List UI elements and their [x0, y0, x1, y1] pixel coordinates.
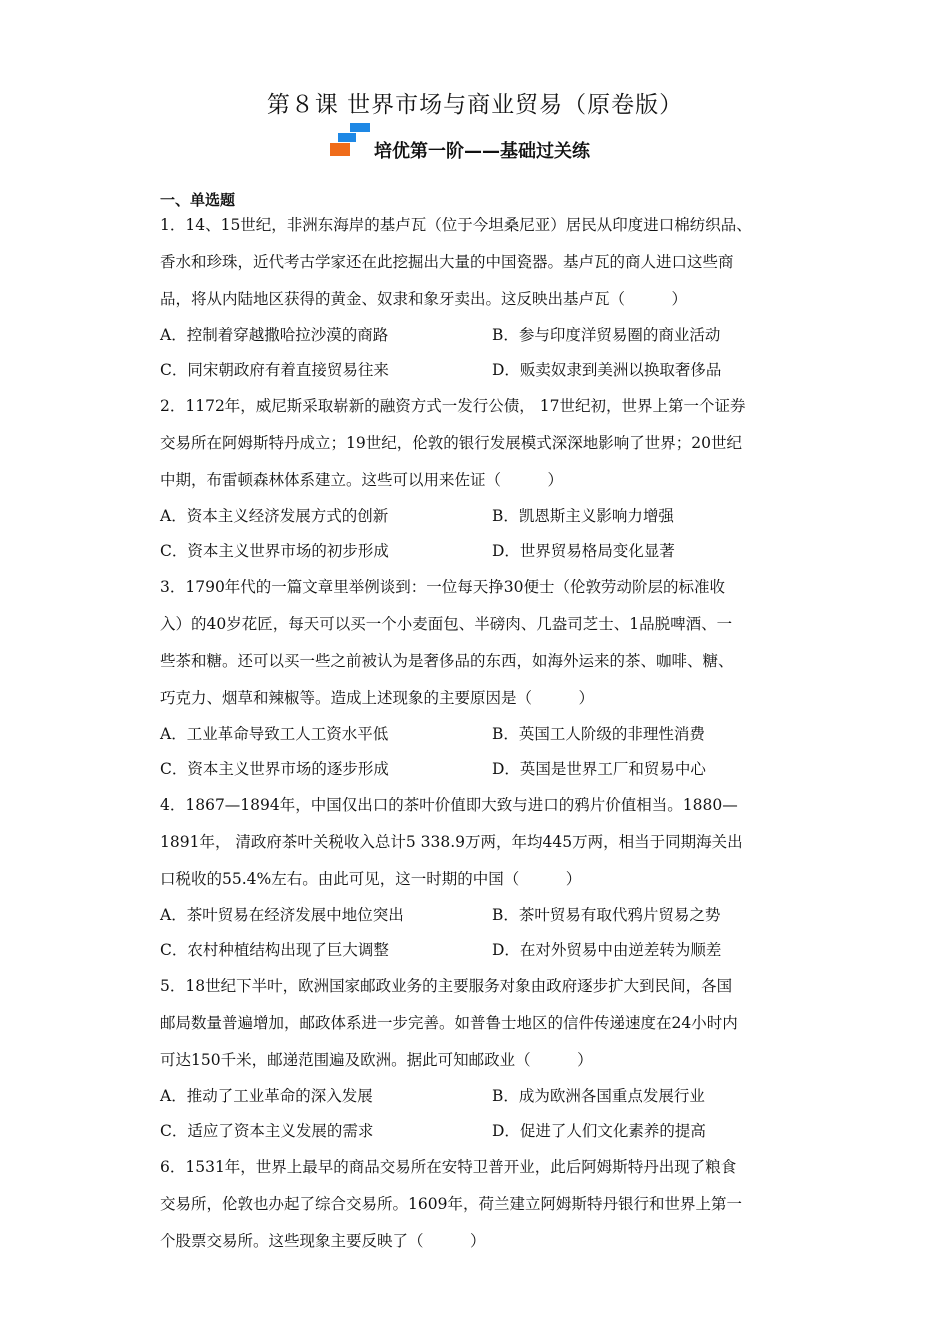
question-text-line: 1891年， 清政府茶叶关税收入总计5 338.9万两，年均445万两，相当于同期海关出 — [160, 833, 743, 851]
option-a: A．推动了工业革命的深入发展 — [160, 1087, 373, 1105]
question-6 — [160, 1149, 790, 1260]
question-text-line: 巧克力、烟草和辣椒等。造成上述现象的主要原因是（ ） — [160, 689, 595, 707]
option-d: D．英国是世界工厂和贸易中心 — [492, 760, 706, 778]
option-d: D．世界贸易格局变化显著 — [492, 542, 675, 560]
option-b: B．参与印度洋贸易圈的商业活动 — [492, 326, 721, 344]
question-5 — [160, 968, 790, 1149]
question-text-line: 4．1867—1894年，中国仅出口的茶叶价值即大致与进口的鸦片价值相当。1880— — [160, 796, 738, 814]
option-row — [160, 1114, 790, 1149]
question-text-line: 可达150千米，邮递范围遍及欧洲。据此可知邮政业（ ） — [160, 1051, 593, 1069]
question-1 — [160, 207, 790, 388]
option-a: A．茶叶贸易在经济发展中地位突出 — [160, 906, 404, 924]
option-c: C．资本主义世界市场的初步形成 — [160, 542, 389, 560]
question-text-line: 品，将从内陆地区获得的黄金、奴隶和象牙卖出。这反映出基卢瓦（ ） — [160, 290, 688, 308]
question-3 — [160, 569, 790, 787]
question-text-line: 2．1172年，威尼斯采取崭新的融资方式一发行公债， 17世纪初，世界上第一个证券 — [160, 397, 746, 415]
page-title: 第８课 世界市场与商业贸易（原卷版） — [266, 92, 684, 118]
option-row — [160, 534, 790, 569]
question-text-line: 3．1790年代的一篇文章里举例谈到：一位每天挣30便士（伦敦劳动阶层的标准收 — [160, 578, 726, 596]
option-c: C．同宋朝政府有着直接贸易往来 — [160, 361, 389, 379]
option-row — [160, 353, 790, 388]
question-text-line: 入）的40岁花匠，每天可以买一个小麦面包、半磅肉、几盎司芝士、1品脱啤酒、一 — [160, 615, 733, 633]
option-d: D．在对外贸易中由逆差转为顺差 — [492, 941, 722, 959]
question-list — [160, 207, 790, 1260]
steps-logo-icon — [328, 122, 372, 158]
question-text-line: 5．18世纪下半叶，欧洲国家邮政业务的主要服务对象由政府逐步扩大到民间，各国 — [160, 977, 733, 995]
question-text-line: 6．1531年，世界上最早的商品交易所在安特卫普开业，此后阿姆斯特丹出现了粮食 — [160, 1158, 737, 1176]
option-d: D．贩卖奴隶到美洲以换取奢侈品 — [492, 361, 722, 379]
section-heading: 一、单选题 — [160, 191, 236, 209]
option-row — [160, 752, 790, 787]
option-b: B．茶叶贸易有取代鸦片贸易之势 — [492, 906, 721, 924]
option-a: A．工业革命导致工人工资水平低 — [160, 725, 389, 743]
option-c: C．农村种植结构出现了巨大调整 — [160, 941, 389, 959]
option-b: B．凯恩斯主义影响力增强 — [492, 507, 674, 525]
option-b: B．成为欧洲各国重点发展行业 — [492, 1087, 705, 1105]
question-text-line: 个股票交易所。这些现象主要反映了（ ） — [160, 1232, 486, 1250]
question-text-line: 交易所在阿姆斯特丹成立；19世纪，伦敦的银行发展模式深深地影响了世界；20世纪 — [160, 434, 742, 452]
section-banner — [328, 122, 648, 162]
page-subtitle: 培优第一阶——基础过关练 — [374, 141, 590, 162]
option-row — [160, 898, 790, 933]
option-c: C．资本主义世界市场的逐步形成 — [160, 760, 389, 778]
option-b: B．英国工人阶级的非理性消费 — [492, 725, 705, 743]
question-text-line: 香水和珍珠，近代考古学家还在此挖掘出大量的中国瓷器。基卢瓦的商人进口这些商 — [160, 253, 734, 271]
option-row — [160, 499, 790, 534]
question-4 — [160, 787, 790, 968]
question-text-line: 些茶和糖。还可以买一些之前被认为是奢侈品的东西，如海外运来的茶、咖啡、糖、 — [160, 652, 734, 670]
question-text-line: 1．14、15世纪，非洲东海岸的基卢瓦（位于今坦桑尼亚）居民从印度进口棉纺织品、 — [160, 216, 752, 234]
question-text-line: 交易所，伦敦也办起了综合交易所。1609年，荷兰建立阿姆斯特丹银行和世界上第一 — [160, 1195, 742, 1213]
option-c: C．适应了资本主义发展的需求 — [160, 1122, 374, 1140]
option-row — [160, 1079, 790, 1114]
question-text-line: 邮局数量普遍增加，邮政体系进一步完善。如普鲁士地区的信件传递速度在24小时内 — [160, 1014, 738, 1032]
option-a: A．资本主义经济发展方式的创新 — [160, 507, 389, 525]
question-text-line: 口税收的55.4%左右。由此可见，这一时期的中国（ ） — [160, 870, 582, 888]
option-row — [160, 318, 790, 353]
option-a: A．控制着穿越撒哈拉沙漠的商路 — [160, 326, 389, 344]
question-2 — [160, 388, 790, 569]
option-row — [160, 717, 790, 752]
option-d: D．促进了人们文化素养的提高 — [492, 1122, 706, 1140]
question-text-line: 中期，布雷顿森林体系建立。这些可以用来佐证（ ） — [160, 471, 564, 489]
option-row — [160, 933, 790, 968]
